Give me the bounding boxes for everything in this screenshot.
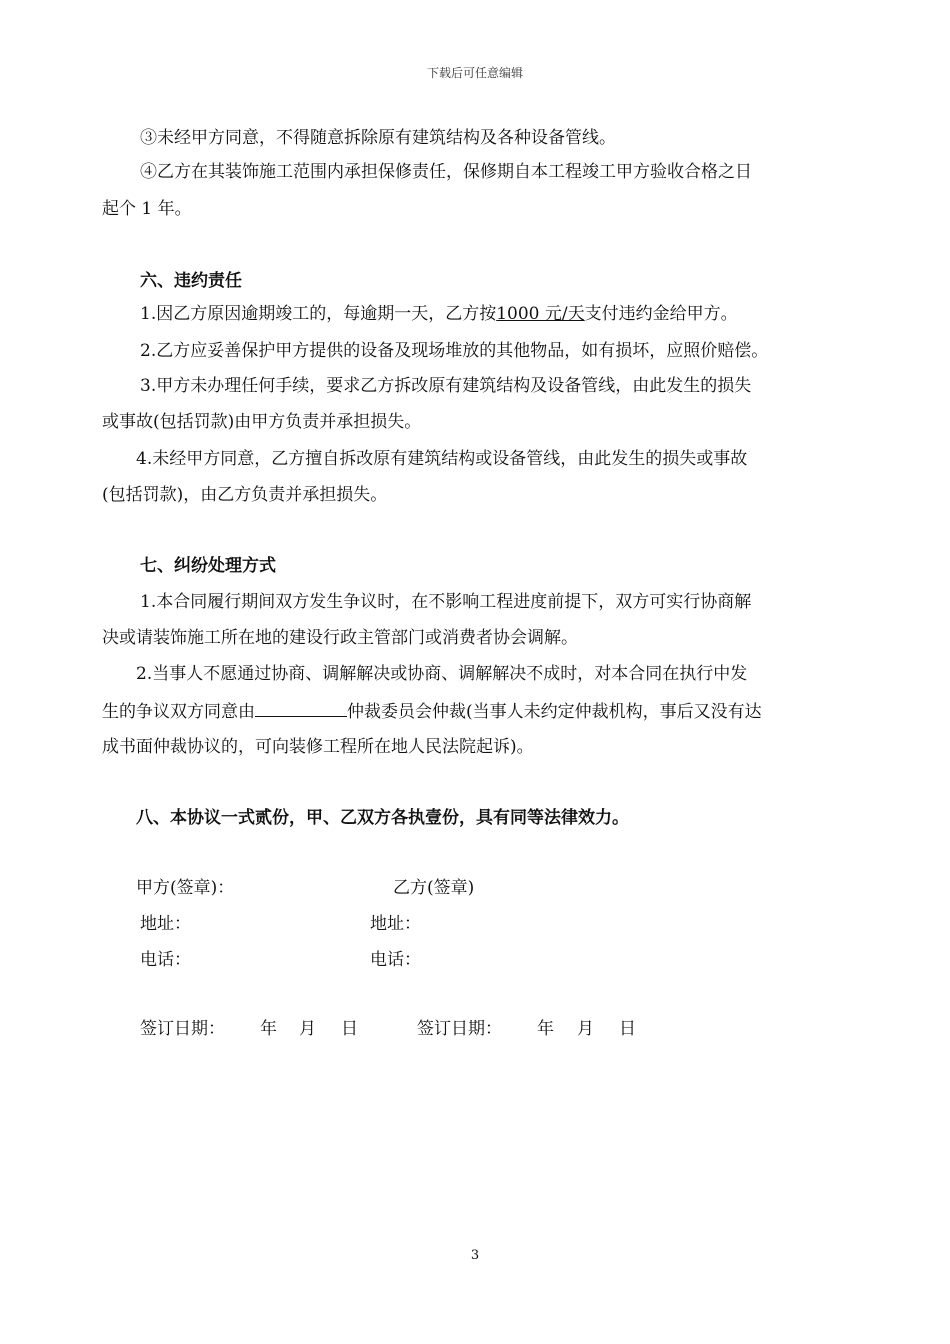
section-6-item-2: 2.乙方应妥善保护甲方提供的设备及现场堆放的其他物品，如有损坏，应照价赔偿。 [140, 341, 769, 361]
section-7-item-1-line2: 决或请装饰施工所在地的建设行政主管部门或消费者协会调解。 [102, 628, 578, 648]
party-a-address-label: 地址： [140, 914, 191, 934]
section-7-item-2-line3: 成书面仲裁协议的，可向装修工程所在地人民法院起诉)。 [102, 737, 534, 757]
party-b-date-month: 月 [577, 1019, 594, 1039]
section-8-statement: 八、本协议一式贰份，甲、乙双方各执壹份，具有同等法律效力。 [136, 808, 629, 828]
section-6-item-4-line1: 4.未经甲方同意，乙方擅自拆改原有建筑结构或设备管线，由此发生的损失或事故 [136, 449, 748, 469]
arbitration-blank [255, 699, 347, 717]
section-6-item-1 [140, 302, 738, 326]
party-b-date-label: 签订日期： [417, 1019, 502, 1039]
clause-3: ③未经甲方同意，不得随意拆除原有建筑结构及各种设备管线。 [140, 128, 616, 148]
penalty-amount: 1000 元/天 [496, 304, 585, 324]
clause-4-line2: 起个 1 年。 [102, 199, 192, 219]
item-2-text-pre: 生的争议双方同意由 [102, 702, 255, 722]
party-a-date-year: 年 [260, 1019, 277, 1039]
party-a-date-month: 月 [299, 1019, 316, 1039]
party-b-date-year: 年 [537, 1019, 554, 1039]
party-b-phone-label: 电话： [370, 950, 421, 970]
clause-4-line1: ④乙方在其装饰施工范围内承担保修责任，保修期自本工程竣工甲方验收合格之日 [140, 162, 752, 182]
section-6-item-3-line1: 3.甲方未办理任何手续，要求乙方拆改原有建筑结构及设备管线，由此发生的损失 [140, 376, 752, 396]
party-b-address-label: 地址： [370, 914, 421, 934]
section-7-item-2-line1: 2.当事人不愿通过协商、调解解决或协商、调解解决不成时，对本合同在执行中发 [136, 664, 748, 684]
party-b-date-day: 日 [619, 1019, 636, 1039]
party-a-date-day: 日 [341, 1019, 358, 1039]
item-1-text-post: 支付违约金给甲方。 [584, 304, 738, 324]
section-6-heading: 六、违约责任 [140, 271, 242, 291]
party-a-signature-label: 甲方(签章)： [136, 878, 235, 898]
page-number: 3 [470, 1248, 480, 1263]
section-6-item-4-line2: (包括罚款)，由乙方负责并承担损失。 [102, 485, 388, 505]
item-1-text-pre: 1.因乙方原因逾期竣工的，每逾期一天，乙方按 [140, 304, 497, 324]
item-2-text-post: 仲裁委员会仲裁(当事人未约定仲裁机构，事后又没有达 [347, 702, 762, 722]
section-7-item-2-line2 [102, 699, 762, 724]
page-header: 下载后可任意编辑 [426, 66, 523, 80]
section-7-heading: 七、纠纷处理方式 [140, 556, 276, 576]
party-a-phone-label: 电话： [140, 950, 191, 970]
section-6-item-3-line2: 或事故(包括罚款)由甲方负责并承担损失。 [102, 412, 422, 432]
section-7-item-1-line1: 1.本合同履行期间双方发生争议时，在不影响工程进度前提下，双方可实行协商解 [140, 592, 752, 612]
party-a-date-label: 签订日期： [140, 1019, 225, 1039]
party-b-signature-label: 乙方(签章) [393, 878, 475, 898]
